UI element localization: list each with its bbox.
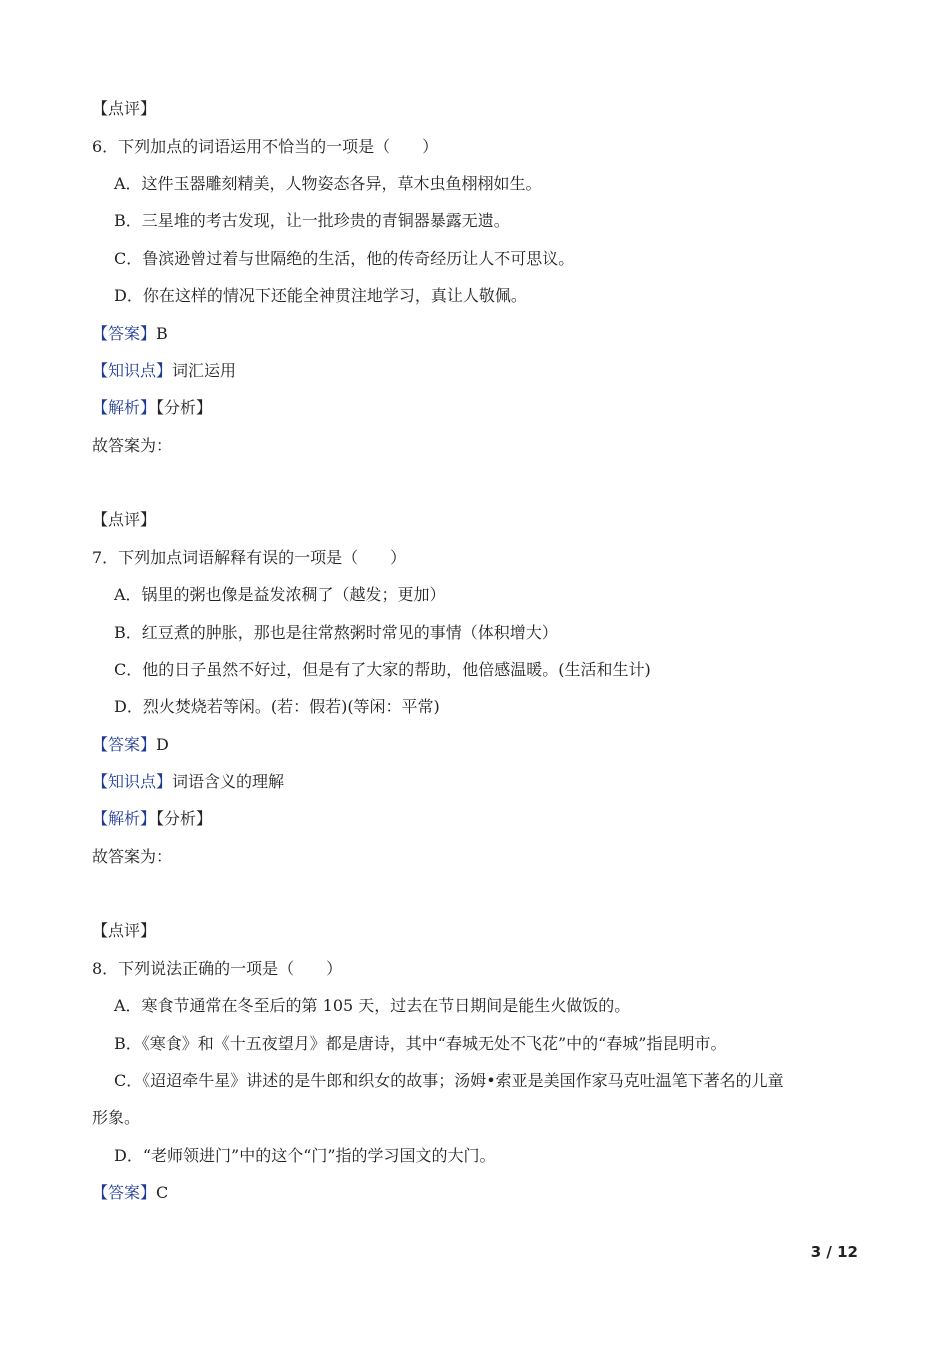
q8-option-d: D．“老师领进门”中的这个“门”指的学习国文的大门。 bbox=[114, 1146, 496, 1165]
q6-answer-row bbox=[92, 323, 168, 345]
q6-stem: 6．下列加点的词语运用不恰当的一项是（ ） bbox=[92, 137, 439, 156]
analysis-label: 【解析】 bbox=[92, 809, 157, 828]
q6-answer-value: B bbox=[156, 324, 168, 343]
q8-option-c-continued: 形象。 bbox=[92, 1108, 141, 1127]
q7-answer-value: D bbox=[156, 735, 169, 754]
q8-answer-value: C bbox=[156, 1183, 169, 1202]
q6-option-d: D．你在这样的情况下还能全神贯注地学习，真让人敬佩。 bbox=[114, 286, 527, 305]
q7-analysis-row bbox=[92, 808, 212, 830]
review-label-top: 【点评】 bbox=[92, 99, 157, 118]
answer-label: 【答案】 bbox=[92, 324, 157, 343]
q6-knowledge-value: 词汇运用 bbox=[172, 361, 237, 380]
q6-knowledge-row bbox=[92, 360, 236, 382]
q8-option-a: A．寒食节通常在冬至后的第 105 天，过去在节日期间是能生火做饭的。 bbox=[114, 996, 631, 1015]
q7-stem: 7．下列加点词语解释有误的一项是（ ） bbox=[92, 548, 407, 567]
q7-option-a: A．锅里的粥也像是益发浓稠了（越发；更加） bbox=[114, 585, 446, 604]
knowledge-label: 【知识点】 bbox=[92, 361, 173, 380]
answer-label: 【答案】 bbox=[92, 735, 157, 754]
q8-option-b: B．《寒食》和《十五夜望月》都是唐诗，其中“春城无处不飞花”中的“春城”指昆明市。 bbox=[114, 1034, 727, 1053]
q8-answer-row bbox=[92, 1182, 168, 1204]
q7-knowledge-row bbox=[92, 771, 284, 793]
q7-option-c: C．他的日子虽然不好过，但是有了大家的帮助，他倍感温暖。(生活和生计) bbox=[114, 660, 651, 679]
page-current: 3 bbox=[810, 1243, 822, 1261]
q8-option-c: C．《迢迢牵牛星》讲述的是牛郎和织女的故事；汤姆•索亚是美国作家马克吐温笔下著名的儿童 bbox=[114, 1071, 784, 1090]
q7-option-d: D．烈火焚烧若等闲。(若：假若)(等闲：平常) bbox=[114, 697, 440, 716]
fenxi-label: 【分析】 bbox=[156, 398, 213, 417]
q6-conclusion: 故答案为： bbox=[92, 436, 173, 455]
q7-knowledge-value: 词语含义的理解 bbox=[172, 772, 285, 791]
q7-conclusion: 故答案为： bbox=[92, 847, 173, 866]
analysis-label: 【解析】 bbox=[92, 398, 157, 417]
fenxi-label: 【分析】 bbox=[156, 809, 213, 828]
q7-option-b: B．红豆煮的肿胀，那也是往常熬粥时常见的事情（体积增大） bbox=[114, 623, 558, 642]
q7-answer-row bbox=[92, 734, 169, 756]
answer-label: 【答案】 bbox=[92, 1183, 157, 1202]
q7-review-label: 【点评】 bbox=[92, 921, 157, 940]
q6-option-a: A．这件玉器雕刻精美，人物姿态各异，草木虫鱼栩栩如生。 bbox=[114, 174, 542, 193]
q6-option-c: C．鲁滨逊曾过着与世隔绝的生活，他的传奇经历让人不可思议。 bbox=[114, 249, 575, 268]
page-number: 3 / 12 bbox=[810, 1243, 858, 1261]
q8-stem: 8．下列说法正确的一项是（ ） bbox=[92, 959, 343, 978]
q6-review-label: 【点评】 bbox=[92, 510, 157, 529]
page-total: 12 bbox=[837, 1243, 858, 1261]
knowledge-label: 【知识点】 bbox=[92, 772, 173, 791]
q6-option-b: B．三星堆的考古发现，让一批珍贵的青铜器暴露无遗。 bbox=[114, 211, 510, 230]
q6-analysis-row bbox=[92, 397, 212, 419]
